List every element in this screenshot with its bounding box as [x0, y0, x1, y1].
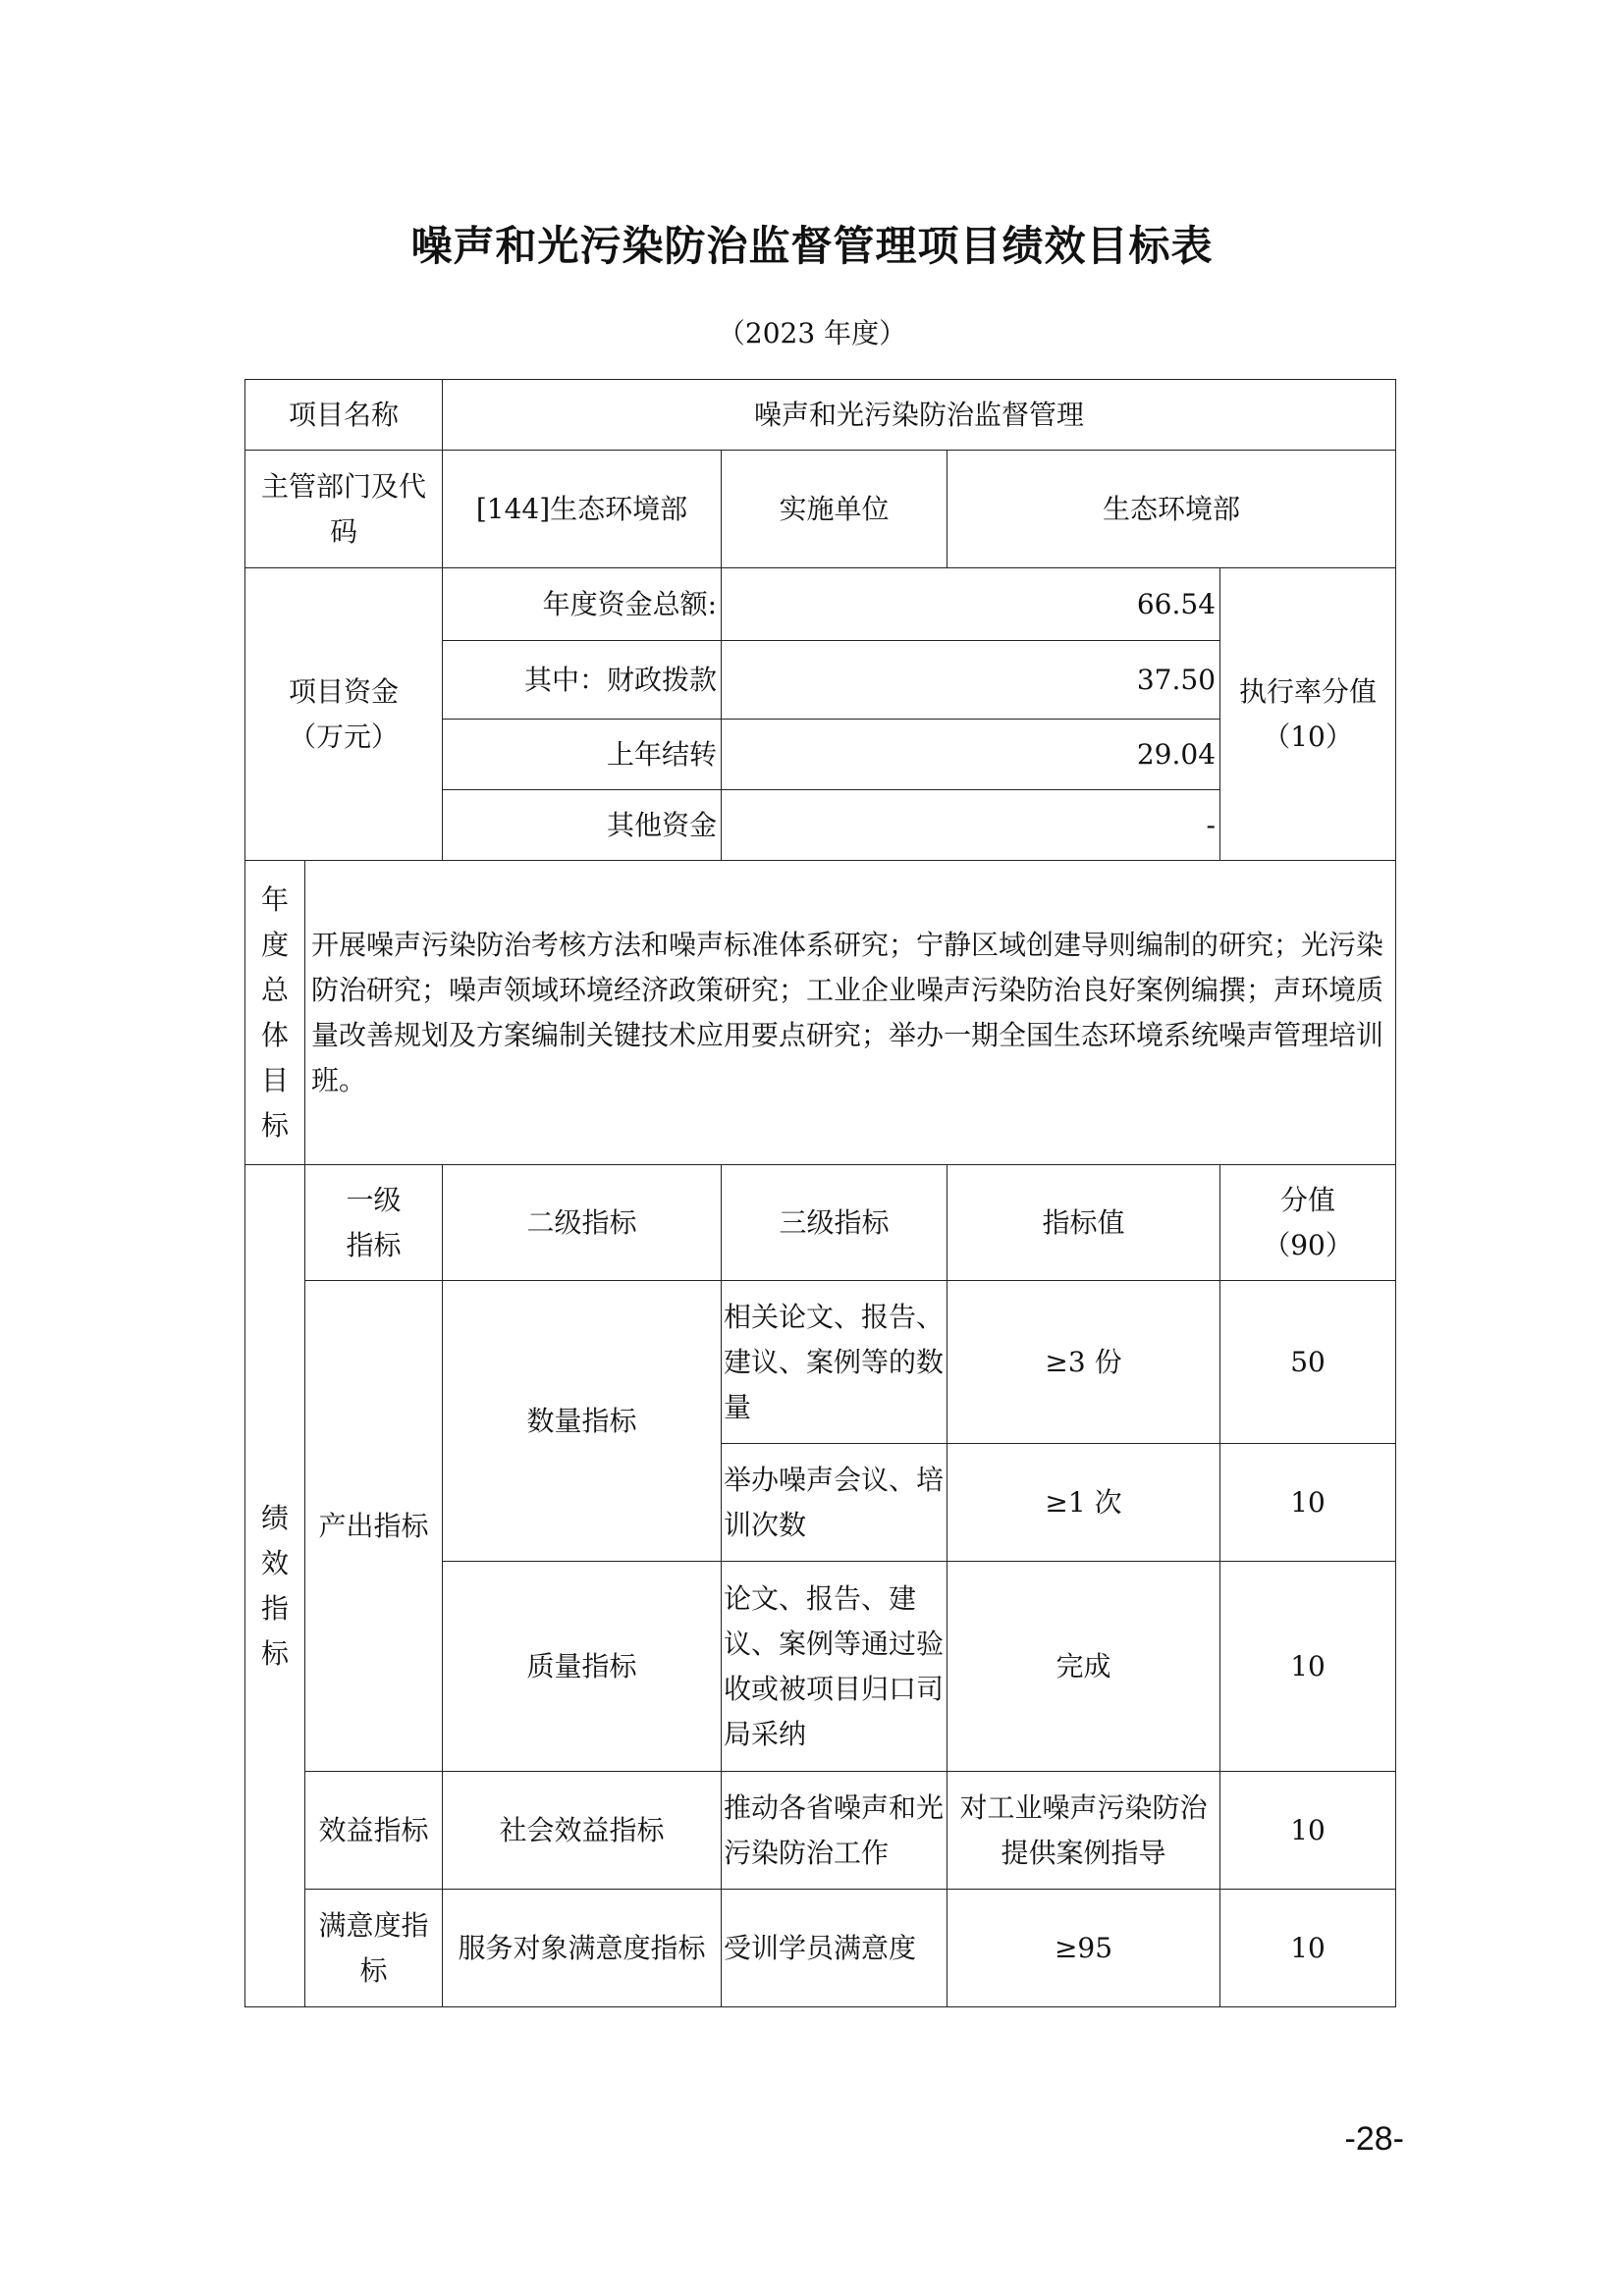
performance-indicators-label [245, 1165, 305, 2007]
department-label: 主管部门及代码 [245, 451, 443, 568]
indicator-row [245, 1281, 1396, 1444]
indicator-header-row [245, 1165, 1396, 1281]
header-score: 分值（90） [1220, 1165, 1396, 1281]
department-row [245, 451, 1396, 568]
department-value: [144]生态环境部 [443, 451, 722, 568]
level1-satisfaction: 满意度指标 [305, 1890, 443, 2007]
funds-fiscal-label: 其中：财政拨款 [443, 641, 722, 720]
vertical-char: 指 [260, 1591, 289, 1625]
value-papers-count: ≥3 份 [947, 1281, 1220, 1444]
funds-carryover-value: 29.04 [722, 720, 1220, 790]
level2-quality: 质量指标 [443, 1562, 722, 1772]
implementing-unit-value: 生态环境部 [947, 451, 1396, 568]
level2-social-benefit: 社会效益指标 [443, 1772, 722, 1890]
vertical-char: 目 [260, 1063, 289, 1096]
level3-meetings-count: 举办噪声会议、培训次数 [722, 1444, 947, 1562]
header-level1: 一级指标 [305, 1165, 443, 1281]
vertical-char: 度 [260, 928, 289, 961]
vertical-char: 标 [260, 1108, 289, 1142]
project-funds-label: 项目资金（万元） [245, 568, 443, 861]
funds-carryover-label: 上年结转 [443, 720, 722, 790]
level1-benefit: 效益指标 [305, 1772, 443, 1890]
value-acceptance: 完成 [947, 1562, 1220, 1772]
project-name-value: 噪声和光污染防治监督管理 [443, 380, 1396, 451]
indicator-row [245, 1890, 1396, 2007]
value-promote-provinces: 对工业噪声污染防治提供案例指导 [947, 1772, 1220, 1890]
funds-fiscal-value: 37.50 [722, 641, 1220, 720]
level1-output: 产出指标 [305, 1281, 443, 1772]
funds-other-label: 其他资金 [443, 790, 722, 861]
vertical-char: 总 [260, 973, 289, 1006]
score-papers-count: 50 [1220, 1281, 1396, 1444]
performance-goal-table [244, 379, 1396, 2007]
execution-rate-score: 执行率分值（10） [1220, 568, 1396, 861]
score-promote-provinces: 10 [1220, 1772, 1396, 1890]
value-meetings-count: ≥1 次 [947, 1444, 1220, 1562]
level3-acceptance: 论文、报告、建议、案例等通过验收或被项目归口司局采纳 [722, 1562, 947, 1772]
level2-quantity: 数量指标 [443, 1281, 722, 1562]
document-title: 噪声和光污染防治监督管理项目绩效目标表 [410, 222, 1214, 270]
funds-total-value: 66.54 [722, 568, 1220, 641]
project-name-row [245, 380, 1396, 451]
header-level2: 二级指标 [443, 1165, 722, 1281]
vertical-char: 标 [260, 1636, 289, 1670]
annual-goal-text: 开展噪声污染防治考核方法和噪声标准体系研究；宁静区域创建导则编制的研究；光污染防治研究；噪声领域环境经济政策研究；工业企业噪声污染防治良好案例编撰；声环境质量改善规划及方案编制关键技术应用要点研究；举办一期全国生态环境系统噪声管理培训班。 [305, 861, 1396, 1165]
score-acceptance: 10 [1220, 1562, 1396, 1772]
annual-goal-row [245, 861, 1396, 1165]
vertical-char: 效 [260, 1546, 289, 1579]
level3-papers-count: 相关论文、报告、建议、案例等的数量 [722, 1281, 947, 1444]
level3-promote-provinces: 推动各省噪声和光污染防治工作 [722, 1772, 947, 1890]
indicator-row [245, 1772, 1396, 1890]
annual-goal-label-text [245, 878, 304, 1148]
header-level3: 三级指标 [722, 1165, 947, 1281]
value-trainee-satisfaction: ≥95 [947, 1890, 1220, 2007]
header-value: 指标值 [947, 1165, 1220, 1281]
annual-goal-label [245, 861, 305, 1165]
level3-trainee-satisfaction: 受训学员满意度 [722, 1890, 947, 2007]
score-meetings-count: 10 [1220, 1444, 1396, 1562]
funds-other-value: - [722, 790, 1220, 861]
vertical-char: 绩 [260, 1501, 289, 1534]
score-trainee-satisfaction: 10 [1220, 1890, 1396, 2007]
level2-service-satisfaction: 服务对象满意度指标 [443, 1890, 722, 2007]
implementing-unit-label: 实施单位 [722, 451, 947, 568]
funds-row [245, 568, 1396, 641]
funds-total-label: 年度资金总额: [443, 568, 722, 641]
vertical-char: 年 [260, 882, 289, 916]
page-number: -28- [1344, 2120, 1404, 2158]
project-name-label: 项目名称 [245, 380, 443, 451]
performance-indicators-label-text [245, 1496, 304, 1677]
vertical-char: 体 [260, 1018, 289, 1051]
document-subtitle: （2023 年度） [717, 317, 907, 349]
